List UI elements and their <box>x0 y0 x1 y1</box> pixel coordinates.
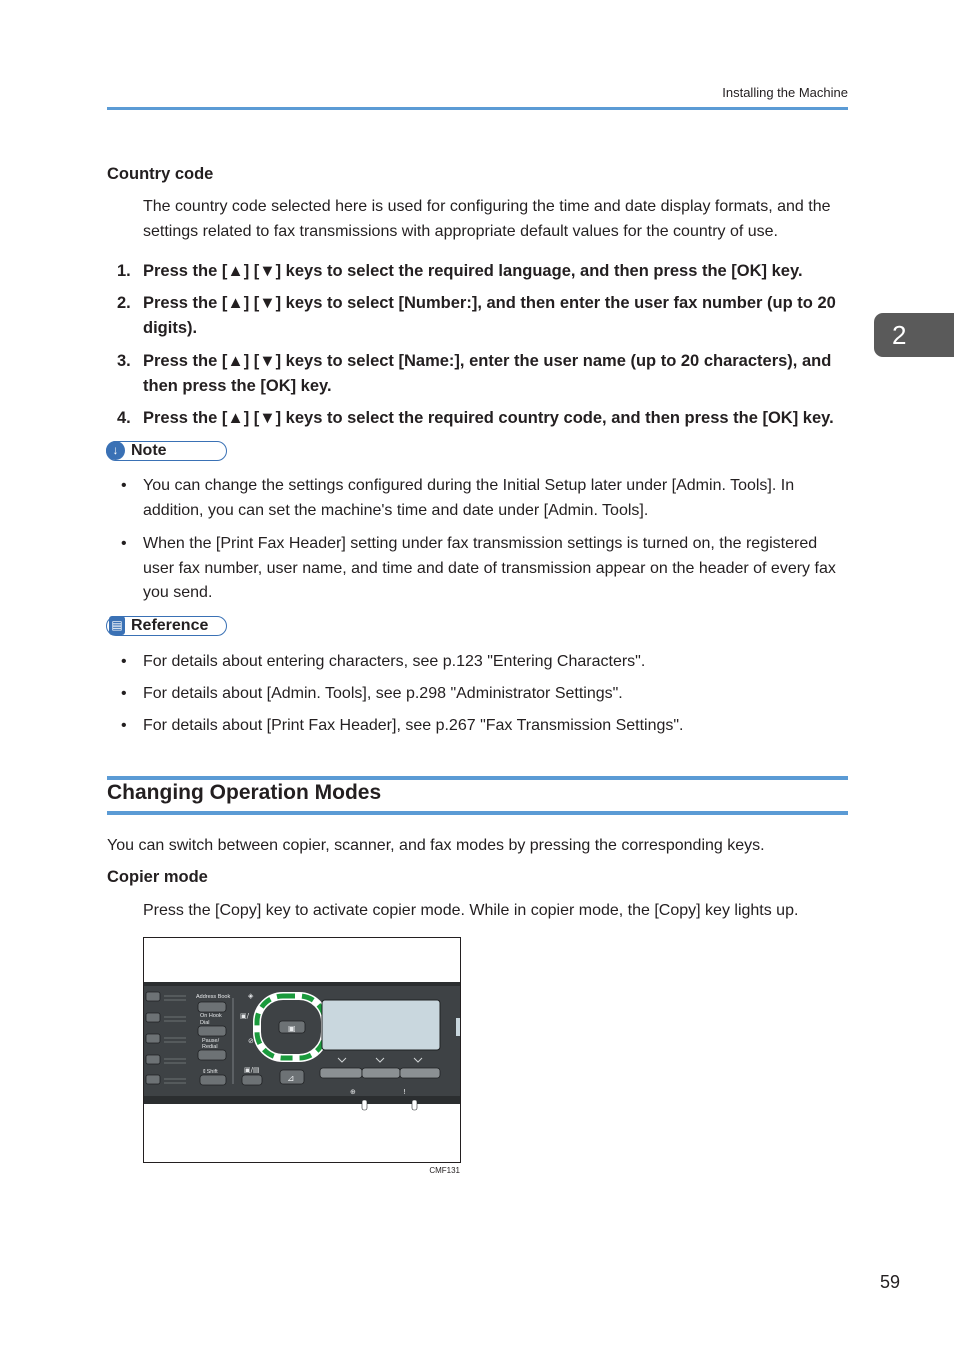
svg-text:▣/▤: ▣/▤ <box>244 1066 260 1074</box>
reference-link-entering-characters[interactable]: For details about entering characters, see p.123 "Entering Characters". <box>143 653 646 670</box>
bullet-icon: • <box>121 717 127 734</box>
note-tag <box>106 441 227 461</box>
note-label: Note <box>131 442 167 459</box>
section-rule-bottom <box>107 811 848 815</box>
document-icon: ▤ <box>109 616 125 635</box>
control-panel-figure <box>143 937 461 1163</box>
running-header: Installing the Machine <box>722 85 848 100</box>
step-number: 2. <box>117 294 131 312</box>
list-item <box>121 682 849 707</box>
step-number: 4. <box>117 409 131 427</box>
reference-label: Reference <box>131 617 209 634</box>
country-code-heading: Country code <box>107 165 214 183</box>
on-hook-label: On Hook <box>200 1013 222 1019</box>
svg-text:▣/: ▣/ <box>240 1012 249 1020</box>
list-item <box>121 650 849 675</box>
step-number: 3. <box>117 352 131 370</box>
section-title: Changing Operation Modes <box>107 781 382 804</box>
chapter-tab: 2 <box>874 313 954 357</box>
step-text: Press the [▲] [▼] keys to select [Number:], and then enter the user fax number (up to 20 digits). <box>143 294 836 337</box>
bullet-icon: • <box>121 653 127 670</box>
reference-link-admin-settings[interactable]: For details about [Admin. Tools], see p.298 "Administrator Settings". <box>143 685 623 702</box>
address-book-label: Address Book <box>196 994 231 1000</box>
control-panel-illustration <box>144 938 460 1162</box>
reference-tag <box>106 616 227 636</box>
dial-label: Dial <box>200 1020 210 1026</box>
svg-text:⊕: ⊕ <box>350 1088 356 1096</box>
list-item <box>121 474 849 524</box>
step-item <box>117 349 837 399</box>
bullet-icon: • <box>121 685 127 702</box>
pause-label: Pause/ <box>202 1038 220 1044</box>
shift-label: ⇕Shift <box>202 1069 218 1075</box>
section-rule-top <box>107 776 848 780</box>
svg-text:▣: ▣ <box>288 1024 296 1033</box>
country-code-description: The country code selected here is used for configuring the time and date display formats, and the settings related to fax transmissions with appropriate default values for the country of use. <box>143 198 831 240</box>
page-number: 59 <box>879 1272 900 1292</box>
svg-text:◈: ◈ <box>248 992 254 1000</box>
step-text: Press the [▲] [▼] keys to select [Name:], enter the user name (up to 20 characters), and then press the [OK] key. <box>143 352 832 395</box>
figure-code: CMF131 <box>429 1166 460 1175</box>
redial-label: Redial <box>202 1044 218 1050</box>
note-item-text: When the [Print Fax Header] setting under fax transmission settings is turned on, the registered user fax number, user name, and time and date of transmission appear on the header of every fax you send. <box>143 535 836 601</box>
svg-text:!: ! <box>403 1088 406 1096</box>
svg-text:⊘: ⊘ <box>248 1037 254 1045</box>
bullet-icon: • <box>121 535 127 552</box>
svg-text:⊿: ⊿ <box>287 1074 295 1084</box>
step-item <box>117 406 837 431</box>
section-intro: You can switch between copier, scanner, and fax modes by pressing the corresponding keys. <box>107 837 765 854</box>
down-arrow-icon: ↓ <box>106 441 125 460</box>
note-item-text: You can change the settings configured during the Initial Setup later under [Admin. Tools]. In addition, you can set the machine's time and date under [Admin. Tools]. <box>143 477 795 519</box>
reference-link-fax-transmission[interactable]: For details about [Print Fax Header], see p.267 "Fax Transmission Settings". <box>143 717 684 734</box>
list-item <box>121 532 849 606</box>
step-item <box>117 259 837 284</box>
copier-mode-heading: Copier mode <box>107 868 208 886</box>
bullet-icon: • <box>121 477 127 494</box>
copier-mode-text: Press the [Copy] key to activate copier mode. While in copier mode, the [Copy] key lights up. <box>143 902 799 919</box>
step-number: 1. <box>117 262 131 280</box>
step-text: Press the [▲] [▼] keys to select the required language, and then press the [OK] key. <box>143 262 803 280</box>
step-item <box>117 291 837 341</box>
header-rule <box>107 107 848 110</box>
list-item <box>121 714 849 739</box>
step-text: Press the [▲] [▼] keys to select the required country code, and then press the [OK] key. <box>143 409 834 427</box>
